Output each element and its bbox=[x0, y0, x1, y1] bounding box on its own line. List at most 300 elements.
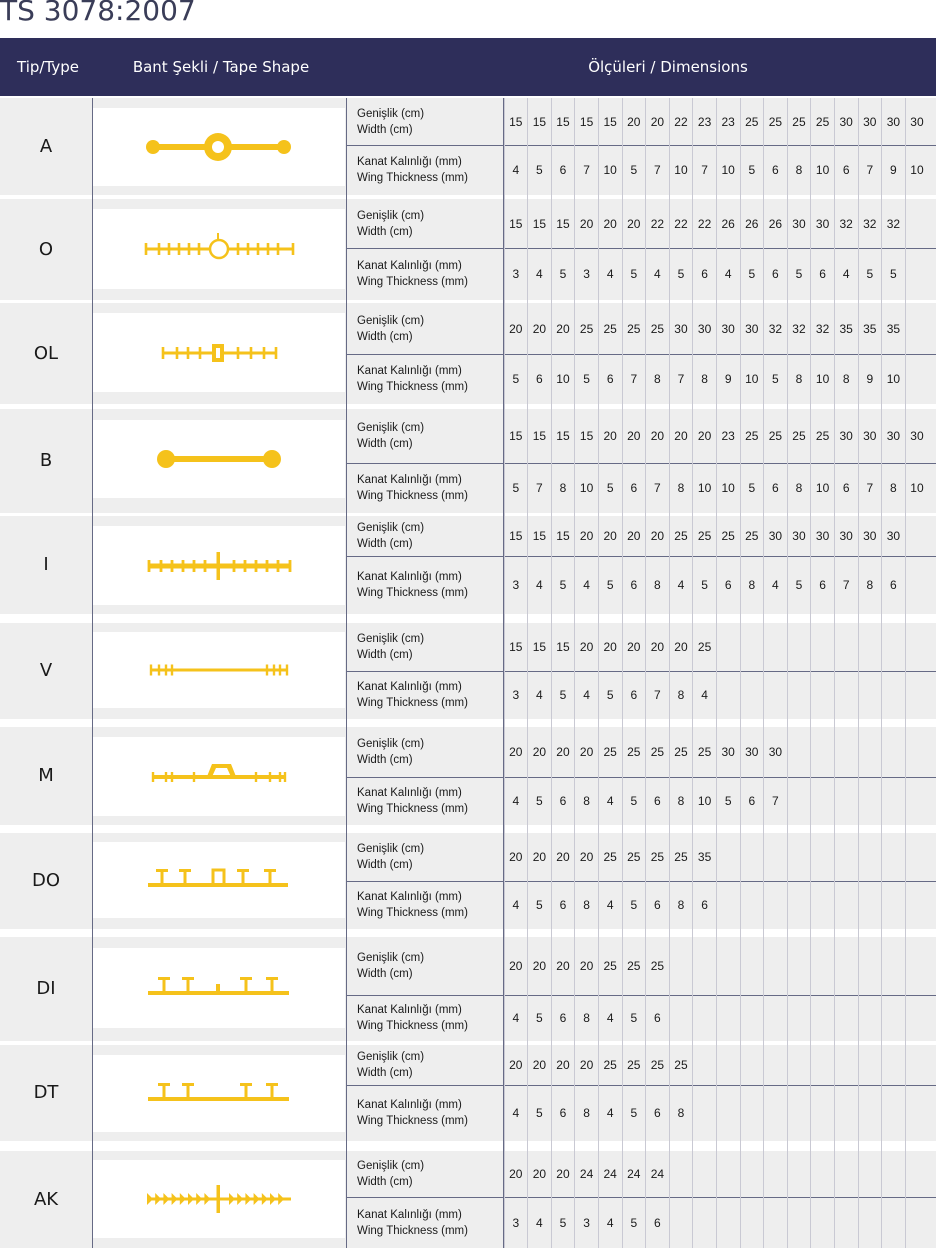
value-cell: 7 bbox=[866, 163, 874, 177]
value-cell: 30 bbox=[839, 114, 853, 129]
value-cell: 30 bbox=[886, 529, 901, 543]
value-cell: 25 bbox=[627, 1058, 641, 1072]
tape-shape bbox=[92, 420, 345, 498]
row-divider bbox=[347, 1197, 936, 1198]
width-label bbox=[357, 736, 424, 768]
value-cell: 20 bbox=[556, 850, 570, 864]
value-cell: 20 bbox=[579, 959, 594, 973]
value-cell: 15 bbox=[579, 114, 594, 129]
value-cell: 25 bbox=[674, 529, 688, 543]
value-cell: 7 bbox=[654, 163, 661, 177]
value-cell: 8 bbox=[842, 372, 850, 386]
tape-shape bbox=[92, 632, 345, 708]
thickness-label bbox=[357, 363, 468, 395]
value-cell: 3 bbox=[583, 1215, 590, 1230]
value-cell: 25 bbox=[697, 640, 712, 654]
value-cell: 30 bbox=[792, 529, 806, 543]
thickness-label-line: Kanat Kalınlığı (mm) bbox=[357, 1004, 462, 1016]
value-cell: 5 bbox=[512, 372, 520, 386]
value-cell: 25 bbox=[721, 529, 735, 543]
value-cell: 25 bbox=[603, 959, 617, 973]
width-row bbox=[347, 199, 936, 248]
value-cell: 5 bbox=[536, 794, 543, 808]
thickness-label-line: Kanat Kalınlığı (mm) bbox=[357, 365, 462, 377]
value-cell: 4 bbox=[512, 163, 520, 177]
value-cell: 24 bbox=[627, 1167, 641, 1181]
value-cell: 10 bbox=[745, 372, 759, 386]
value-cell: 3 bbox=[512, 578, 520, 592]
value-cell: 25 bbox=[603, 321, 617, 336]
tape-shape bbox=[92, 526, 345, 605]
value-cell: 6 bbox=[654, 1106, 661, 1120]
type-label: DO bbox=[31, 870, 61, 891]
value-cell: 25 bbox=[745, 429, 759, 443]
thickness-row bbox=[347, 881, 936, 929]
value-cell: 8 bbox=[701, 372, 708, 386]
value-cell: 25 bbox=[674, 1058, 688, 1072]
value-cell: 15 bbox=[556, 216, 570, 231]
cell-divider bbox=[716, 98, 717, 1248]
value-cell: 30 bbox=[792, 216, 806, 231]
value-cell: 32 bbox=[839, 216, 853, 231]
value-cell: 35 bbox=[863, 321, 877, 336]
tape-shape bbox=[92, 1160, 345, 1238]
value-cell: 35 bbox=[697, 850, 712, 864]
serrated-center-post-icon bbox=[92, 1159, 345, 1239]
type-label: AK bbox=[33, 1189, 59, 1210]
cell-divider bbox=[834, 98, 835, 1248]
value-cell: 10 bbox=[815, 163, 830, 177]
width-label-line: Genişlik (cm) bbox=[357, 314, 425, 327]
value-cell: 20 bbox=[579, 850, 594, 864]
width-label-line: Genişlik (cm) bbox=[357, 209, 425, 222]
value-cell: 24 bbox=[603, 1167, 617, 1181]
value-cell: 8 bbox=[677, 481, 685, 495]
thickness-label-line: Kanat Kalınlığı (mm) bbox=[357, 260, 462, 272]
value-cell: 15 bbox=[509, 529, 523, 543]
value-cell: 20 bbox=[532, 745, 547, 759]
value-cell: 5 bbox=[748, 267, 756, 281]
value-cell: 15 bbox=[532, 114, 547, 129]
value-cell: 20 bbox=[579, 216, 594, 231]
thickness-label-line: Wing Thickness (mm) bbox=[357, 1115, 468, 1127]
value-cell: 6 bbox=[701, 898, 708, 912]
value-cell: 25 bbox=[650, 745, 665, 759]
value-cell: 30 bbox=[768, 529, 783, 543]
value-cell: 5 bbox=[630, 1011, 638, 1025]
value-cell: 10 bbox=[721, 481, 735, 495]
value-cell: 25 bbox=[650, 1058, 665, 1072]
width-row bbox=[347, 727, 936, 777]
cell-divider bbox=[692, 98, 693, 1248]
value-cell: 6 bbox=[772, 267, 779, 281]
value-cell: 4 bbox=[536, 688, 543, 702]
value-cell: 3 bbox=[583, 267, 590, 281]
value-cell: 25 bbox=[603, 745, 617, 759]
t-ribs-center-stub-icon bbox=[92, 948, 345, 1028]
value-cell: 5 bbox=[559, 578, 567, 592]
value-cell: 10 bbox=[815, 372, 830, 386]
value-cell: 25 bbox=[627, 321, 641, 336]
value-cell: 6 bbox=[654, 794, 661, 808]
header-dimensions: Ölçüleri / Dimensions bbox=[588, 58, 748, 76]
value-cell: 6 bbox=[819, 267, 826, 281]
type-label: OL bbox=[33, 343, 59, 364]
value-cell: 4 bbox=[536, 578, 543, 592]
value-cell: 25 bbox=[745, 529, 759, 543]
value-cell: 30 bbox=[863, 529, 877, 543]
value-cell: 6 bbox=[559, 163, 567, 177]
value-cell: 23 bbox=[721, 429, 735, 443]
value-cell: 30 bbox=[886, 114, 901, 129]
value-cell: 7 bbox=[866, 481, 874, 495]
thickness-label-line: Wing Thickness (mm) bbox=[357, 803, 468, 815]
value-cell: 30 bbox=[768, 745, 783, 759]
value-cell: 4 bbox=[677, 578, 685, 592]
value-cell: 5 bbox=[559, 688, 567, 702]
value-cell: 26 bbox=[745, 216, 759, 231]
value-cell: 20 bbox=[532, 321, 547, 336]
width-row bbox=[347, 303, 936, 354]
value-cell: 5 bbox=[795, 267, 803, 281]
width-label bbox=[357, 420, 424, 452]
thickness-label-line: Wing Thickness (mm) bbox=[357, 1020, 468, 1032]
value-cell: 8 bbox=[583, 1106, 590, 1120]
width-label-line: Genişlik (cm) bbox=[357, 107, 425, 120]
value-cell: 25 bbox=[792, 429, 806, 443]
value-cell: 6 bbox=[772, 481, 779, 495]
value-cell: 15 bbox=[509, 114, 523, 129]
value-cell: 10 bbox=[910, 163, 924, 177]
cell-divider bbox=[881, 98, 882, 1248]
value-cell: 26 bbox=[768, 216, 783, 231]
width-label-line: Width (cm) bbox=[357, 123, 413, 136]
width-row bbox=[347, 833, 936, 881]
value-cell: 5 bbox=[748, 163, 756, 177]
thickness-row bbox=[347, 354, 936, 404]
value-cell: 3 bbox=[512, 1215, 520, 1230]
value-cell: 6 bbox=[630, 578, 638, 592]
thickness-label bbox=[357, 889, 468, 921]
value-cell: 6 bbox=[630, 481, 638, 495]
value-cell: 30 bbox=[697, 321, 712, 336]
value-cell: 9 bbox=[724, 372, 732, 386]
width-row bbox=[347, 1151, 936, 1197]
value-cell: 6 bbox=[842, 481, 850, 495]
thickness-label bbox=[357, 1097, 468, 1129]
value-cell: 20 bbox=[650, 114, 665, 129]
value-cell: 25 bbox=[650, 959, 665, 973]
value-cell: 7 bbox=[630, 372, 638, 386]
value-cell: 25 bbox=[697, 529, 712, 543]
value-cell: 5 bbox=[630, 794, 638, 808]
value-cell: 4 bbox=[606, 267, 614, 281]
value-cell: 15 bbox=[509, 640, 523, 654]
width-row bbox=[347, 516, 936, 556]
value-cell: 20 bbox=[579, 640, 594, 654]
value-cell: 4 bbox=[606, 1011, 614, 1025]
cell-divider bbox=[905, 98, 906, 1248]
row-divider bbox=[347, 248, 936, 249]
value-cell: 6 bbox=[819, 578, 826, 592]
thickness-row bbox=[347, 1085, 936, 1141]
value-cell: 32 bbox=[768, 321, 783, 336]
thickness-label bbox=[357, 569, 468, 601]
value-cell: 6 bbox=[654, 1011, 661, 1025]
thickness-label-line: Kanat Kalınlığı (mm) bbox=[357, 1208, 462, 1221]
value-cell: 15 bbox=[556, 640, 570, 654]
value-cell: 8 bbox=[890, 481, 897, 495]
value-cell: 30 bbox=[815, 529, 830, 543]
header-shape: Bant Şekli / Tape Shape bbox=[132, 58, 310, 76]
value-cell: 25 bbox=[603, 850, 617, 864]
cell-divider bbox=[622, 98, 623, 1248]
cell-divider bbox=[527, 98, 528, 1248]
cell-divider bbox=[810, 98, 811, 1248]
value-cell: 22 bbox=[674, 114, 688, 129]
value-cell: 20 bbox=[603, 529, 617, 543]
value-cell: 20 bbox=[509, 321, 523, 336]
value-cell: 5 bbox=[512, 481, 520, 495]
value-cell: 10 bbox=[697, 794, 712, 808]
value-cell: 5 bbox=[606, 688, 614, 702]
value-cell: 5 bbox=[606, 481, 614, 495]
value-cell: 5 bbox=[536, 898, 543, 912]
value-cell: 6 bbox=[890, 578, 897, 592]
value-cell: 6 bbox=[842, 163, 850, 177]
center-ring-ribbed-icon bbox=[92, 209, 345, 289]
value-cell: 5 bbox=[630, 1106, 638, 1120]
value-cell: 6 bbox=[559, 1011, 567, 1025]
value-cell: 32 bbox=[792, 321, 806, 336]
value-cell: 15 bbox=[509, 216, 523, 231]
value-cell: 8 bbox=[583, 898, 590, 912]
value-cell: 20 bbox=[697, 429, 712, 443]
value-cell: 25 bbox=[768, 429, 783, 443]
value-cell: 7 bbox=[677, 372, 685, 386]
value-cell: 8 bbox=[677, 688, 685, 702]
value-cell: 25 bbox=[627, 850, 641, 864]
value-cell: 5 bbox=[701, 578, 708, 592]
row-divider bbox=[347, 881, 936, 882]
value-cell: 6 bbox=[748, 794, 756, 808]
width-label-line: Genişlik (cm) bbox=[357, 952, 425, 964]
row-divider bbox=[347, 145, 936, 146]
end-ribbed-icon bbox=[92, 630, 345, 710]
value-cell: 10 bbox=[556, 372, 570, 386]
value-cell: 3 bbox=[512, 688, 520, 702]
value-cell: 35 bbox=[839, 321, 853, 336]
cell-divider bbox=[551, 98, 552, 1248]
thickness-label bbox=[357, 258, 468, 290]
thickness-label-line: Kanat Kalınlığı (mm) bbox=[357, 891, 462, 903]
value-cell: 15 bbox=[556, 429, 570, 443]
thickness-row bbox=[347, 777, 936, 825]
value-cell: 5 bbox=[630, 163, 638, 177]
value-cell: 30 bbox=[910, 114, 924, 129]
value-cell: 30 bbox=[886, 429, 901, 443]
thickness-label bbox=[357, 154, 468, 186]
value-cell: 5 bbox=[748, 481, 756, 495]
value-cell: 8 bbox=[795, 481, 803, 495]
value-cell: 8 bbox=[748, 578, 756, 592]
value-cell: 24 bbox=[579, 1167, 594, 1181]
value-cell: 15 bbox=[603, 114, 617, 129]
value-cell: 4 bbox=[724, 267, 732, 281]
width-label bbox=[357, 841, 424, 873]
value-cell: 7 bbox=[701, 163, 708, 177]
value-cell: 20 bbox=[603, 216, 617, 231]
value-cell: 30 bbox=[721, 321, 735, 336]
value-cell: 35 bbox=[886, 321, 901, 336]
value-cell: 4 bbox=[701, 688, 708, 702]
width-label bbox=[357, 631, 424, 663]
value-cell: 5 bbox=[772, 372, 779, 386]
value-cell: 8 bbox=[866, 578, 874, 592]
value-cell: 10 bbox=[674, 163, 688, 177]
value-cell: 20 bbox=[556, 1058, 570, 1072]
value-cell: 25 bbox=[674, 745, 688, 759]
type-label: O bbox=[38, 239, 54, 260]
value-cell: 20 bbox=[532, 1167, 547, 1181]
thickness-label-line: Kanat Kalınlığı (mm) bbox=[357, 1099, 462, 1111]
cell-divider bbox=[669, 98, 670, 1248]
value-cell: 20 bbox=[509, 1058, 523, 1072]
tape-shape bbox=[92, 1055, 345, 1132]
cell-divider bbox=[740, 98, 741, 1248]
value-cell: 30 bbox=[863, 429, 877, 443]
value-cell: 6 bbox=[630, 688, 638, 702]
value-cell: 6 bbox=[559, 794, 567, 808]
value-cell: 4 bbox=[654, 267, 661, 281]
value-cell: 7 bbox=[654, 481, 661, 495]
thickness-label-line: Wing Thickness (mm) bbox=[357, 697, 468, 709]
cell-divider bbox=[645, 98, 646, 1248]
thickness-label-line: Wing Thickness (mm) bbox=[357, 381, 468, 393]
value-cell: 20 bbox=[556, 1167, 570, 1181]
width-label-line: Width (cm) bbox=[357, 1176, 413, 1188]
row-divider bbox=[347, 556, 936, 557]
width-label bbox=[357, 950, 424, 982]
thickness-row bbox=[347, 556, 936, 614]
value-cell: 15 bbox=[556, 529, 570, 543]
thickness-label-line: Kanat Kalınlığı (mm) bbox=[357, 787, 462, 799]
width-label bbox=[357, 106, 424, 138]
value-cell: 5 bbox=[583, 372, 590, 386]
cell-divider bbox=[598, 98, 599, 1248]
value-cell: 23 bbox=[721, 114, 735, 129]
value-cell: 25 bbox=[579, 321, 594, 336]
value-cell: 15 bbox=[556, 114, 570, 129]
type-label: DT bbox=[33, 1082, 59, 1103]
value-cell: 8 bbox=[795, 163, 803, 177]
value-cell: 32 bbox=[886, 216, 901, 231]
value-cell: 25 bbox=[697, 745, 712, 759]
thickness-label-line: Wing Thickness (mm) bbox=[357, 490, 468, 502]
value-cell: 10 bbox=[697, 481, 712, 495]
value-cell: 25 bbox=[768, 114, 783, 129]
value-cell: 20 bbox=[556, 959, 570, 973]
width-label-line: Width (cm) bbox=[357, 649, 413, 661]
width-label bbox=[357, 1049, 424, 1081]
value-cell: 4 bbox=[583, 688, 590, 702]
value-cell: 20 bbox=[627, 114, 641, 129]
value-cell: 20 bbox=[603, 640, 617, 654]
type-label: I bbox=[43, 554, 49, 575]
type-label: B bbox=[39, 450, 53, 471]
thickness-label-line: Kanat Kalınlığı (mm) bbox=[357, 474, 462, 486]
value-cell: 20 bbox=[532, 1058, 547, 1072]
value-cell: 9 bbox=[890, 163, 897, 177]
cell-divider bbox=[858, 98, 859, 1248]
width-row bbox=[347, 409, 936, 463]
value-cell: 4 bbox=[842, 267, 850, 281]
value-cell: 15 bbox=[532, 529, 547, 543]
t-ribs-icon bbox=[92, 1054, 345, 1134]
thickness-row bbox=[347, 463, 936, 513]
value-cell: 25 bbox=[815, 114, 830, 129]
value-cell: 22 bbox=[674, 216, 688, 231]
value-cell: 5 bbox=[630, 267, 638, 281]
value-cell: 30 bbox=[674, 321, 688, 336]
ring-dumbbell-icon bbox=[92, 107, 345, 187]
value-cell: 4 bbox=[536, 1215, 543, 1230]
value-cell: 5 bbox=[606, 578, 614, 592]
value-cell: 5 bbox=[536, 1106, 543, 1120]
width-label-line: Genişlik (cm) bbox=[357, 738, 425, 750]
value-cell: 4 bbox=[536, 267, 543, 281]
width-label-line: Genişlik (cm) bbox=[357, 522, 425, 534]
thickness-label-line: Wing Thickness (mm) bbox=[357, 172, 468, 184]
value-cell: 6 bbox=[654, 1215, 661, 1230]
thickness-label bbox=[357, 679, 468, 711]
value-cell: 7 bbox=[842, 578, 850, 592]
column-divider bbox=[92, 98, 93, 1248]
value-cell: 10 bbox=[603, 163, 617, 177]
width-label-line: Genişlik (cm) bbox=[357, 1051, 425, 1063]
value-cell: 5 bbox=[677, 267, 685, 281]
thickness-label-line: Kanat Kalınlığı (mm) bbox=[357, 571, 462, 583]
width-label-line: Width (cm) bbox=[357, 754, 413, 766]
value-cell: 30 bbox=[745, 321, 759, 336]
row-divider bbox=[347, 1085, 936, 1086]
value-cell: 20 bbox=[509, 850, 523, 864]
value-cell: 6 bbox=[701, 267, 708, 281]
thickness-label bbox=[357, 472, 468, 504]
value-cell: 15 bbox=[509, 429, 523, 443]
value-cell: 8 bbox=[583, 794, 590, 808]
value-cell: 6 bbox=[606, 372, 614, 386]
cell-divider bbox=[574, 98, 575, 1248]
value-cell: 6 bbox=[536, 372, 543, 386]
width-label bbox=[357, 1158, 424, 1190]
value-cell: 20 bbox=[556, 321, 570, 336]
tape-shape bbox=[92, 737, 345, 816]
tape-shape bbox=[92, 948, 345, 1028]
width-label bbox=[357, 208, 424, 240]
width-label-line: Width (cm) bbox=[357, 225, 413, 238]
value-cell: 20 bbox=[674, 429, 688, 443]
thickness-label-line: Wing Thickness (mm) bbox=[357, 907, 468, 919]
value-cell: 20 bbox=[650, 429, 665, 443]
type-label: V bbox=[39, 660, 53, 681]
value-cell: 4 bbox=[512, 1011, 520, 1025]
thickness-row bbox=[347, 248, 936, 300]
column-divider bbox=[346, 98, 347, 1248]
width-row bbox=[347, 623, 936, 671]
row-divider bbox=[347, 777, 936, 778]
value-cell: 20 bbox=[579, 529, 594, 543]
